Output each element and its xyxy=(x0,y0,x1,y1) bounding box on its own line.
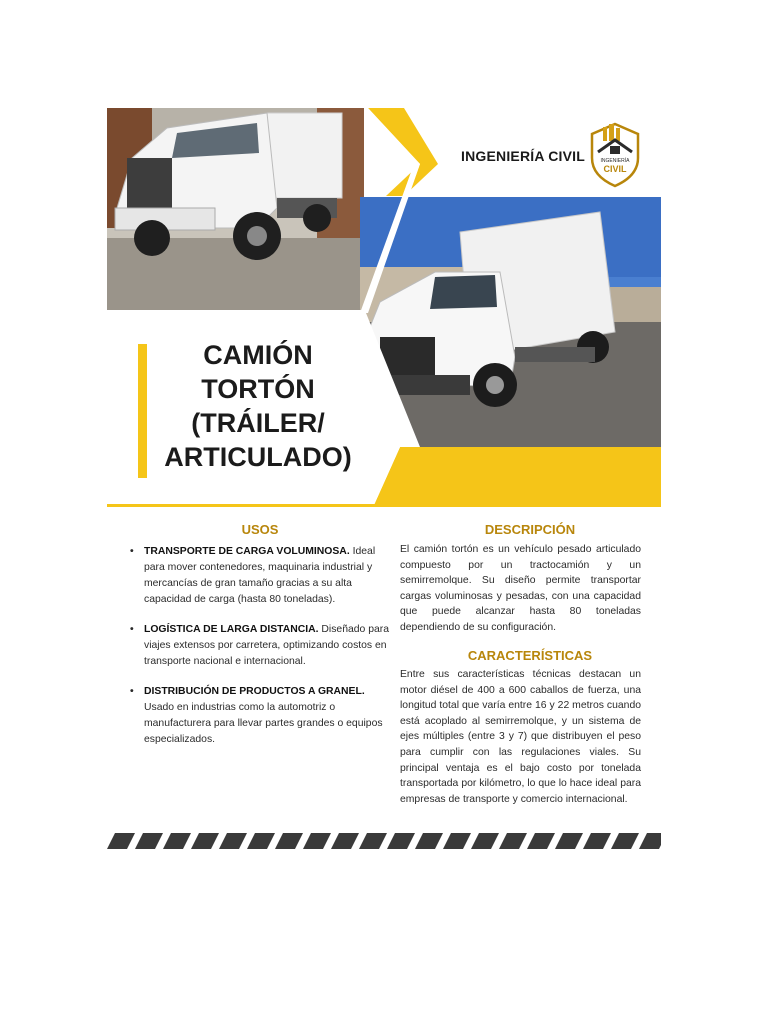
uso-text: Ideal para mover contenedores, maquinaria industrial y mercancías de gran tamaño gracias a su alta capacidad de carga (hasta 80 toneladas). xyxy=(144,546,376,605)
stripe-segment xyxy=(555,833,583,849)
brand-logo xyxy=(588,122,642,188)
list-item xyxy=(128,684,390,748)
title-line-1: CAMIÓN xyxy=(203,340,313,370)
stripe-segment xyxy=(611,833,639,849)
logo-text-top: INGENIERÍA xyxy=(600,158,630,164)
bullet-icon: • xyxy=(130,546,134,557)
title-accent-bar xyxy=(138,344,147,478)
caracteristicas-heading: CARACTERÍSTICAS xyxy=(467,648,593,663)
stripe-segment xyxy=(471,833,499,849)
title-line-4: ARTICULADO) xyxy=(164,442,352,472)
logo-text-bottom: CIVIL xyxy=(603,164,627,174)
title-line-2: TORTÓN xyxy=(201,374,315,404)
section-divider xyxy=(107,504,661,507)
uso-text: Diseñado para viajes extensos por carretera, optimizando costos en transporte nacional e internacional. xyxy=(144,624,390,667)
stripe-segment xyxy=(359,833,387,849)
stripe-segment xyxy=(107,833,135,849)
stripe-segment xyxy=(499,833,527,849)
stripe-segment xyxy=(415,833,443,849)
bullet-icon: • xyxy=(130,686,134,697)
stripe-segment xyxy=(275,833,303,849)
stripe-segment xyxy=(219,833,247,849)
stripe-segment xyxy=(527,833,555,849)
stripe-segment xyxy=(331,833,359,849)
bullet-icon: • xyxy=(130,624,134,635)
brand-name: INGENIERÍA CIVIL xyxy=(461,148,586,164)
stripe-segment xyxy=(163,833,191,849)
stripe-segment xyxy=(135,833,163,849)
uso-title: LOGÍSTICA DE LARGA DISTANCIA. xyxy=(144,624,319,635)
stripe-segment xyxy=(387,833,415,849)
stripe-segment xyxy=(443,833,471,849)
descripcion-heading: DESCRIPCIÓN xyxy=(484,522,576,537)
stripe-segment xyxy=(191,833,219,849)
uso-title: TRANSPORTE DE CARGA VOLUMINOSA. xyxy=(144,546,350,557)
stripe-segment xyxy=(247,833,275,849)
usos-list xyxy=(128,544,390,762)
page-title xyxy=(152,338,364,474)
uso-text: Usado en industrias como la automotriz o manufacturera para llevar partes grandes o equipos especializados. xyxy=(144,702,383,745)
stripe-segment xyxy=(639,833,661,849)
list-item xyxy=(128,622,390,670)
descripcion-text: El camión tortón es un vehículo pesado articulado compuesto por un tractocamión y un semirremolque. Su diseño permite transportar cargas voluminosas y pesadas, con una capacidad que puede alcanzar hasta 80 toneladas dependiendo de su configuración. xyxy=(400,544,641,633)
uso-title: DISTRIBUCIÓN DE PRODUCTOS A GRANEL. xyxy=(144,686,365,697)
hazard-stripes xyxy=(107,833,661,849)
list-item xyxy=(128,544,390,608)
house-helmet-shield-icon xyxy=(588,122,642,188)
stripe-segment xyxy=(303,833,331,849)
stripe-segment xyxy=(583,833,611,849)
usos-heading: USOS xyxy=(241,522,279,537)
caracteristicas-text: Entre sus características técnicas destacan un motor diésel de 400 a 600 caballos de fuerza, una longitud total que varía entre 16 y 22 metros cuando está acoplado al semirremolque, y un sistema de ejes múltiples (entre 3 y 7) que distribuyen el peso para cumplir con las regulaciones viales. Su principal ventaja es el bajo costo por tonelada transportada por kilómetro, lo que lo hace ideal para empresas de transporte y comercio internacional. xyxy=(400,669,641,805)
title-line-3: (TRÁILER/ xyxy=(191,408,325,438)
